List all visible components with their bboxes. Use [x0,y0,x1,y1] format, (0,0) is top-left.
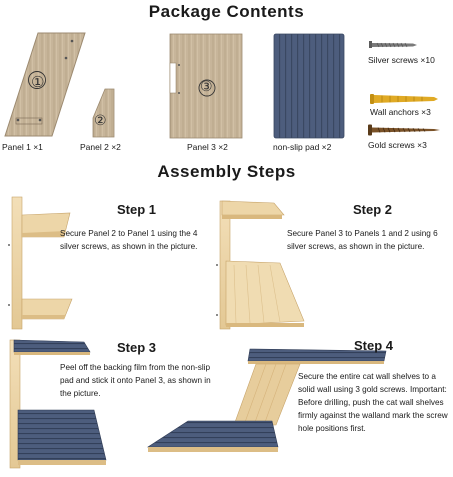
wall-anchors-label: Wall anchors ×3 [370,107,431,117]
step-3-title: Step 3 [117,340,157,355]
step-4-title: Step 4 [354,338,394,353]
silver-screws-label: Silver screws ×10 [368,55,435,65]
step-3-text: Peel off the backing film from the non-slip pad and stick it onto Panel 3, as shown in the picture. [60,363,211,398]
non-slip-pad-label: non-slip pad ×2 [273,142,332,152]
panel-2-label: Panel 2 ×2 [80,142,121,152]
panel-3-label: Panel 3 ×2 [187,142,228,152]
step-2-image [214,195,304,333]
step-3-image [6,338,110,470]
panel-1-image [4,32,86,138]
panel-2-number: ② [94,112,107,128]
panel-1-number: ① [31,74,45,91]
silver-screw-icon [369,40,417,50]
step-2-text: Secure Panel 3 to Panels 1 and 2 using 6 silver screws, as shown in the picture. [287,229,438,251]
step-2-title: Step 2 [353,202,393,217]
step-4-text: Secure the entire cat wall shelves to a solid wall using 3 gold screws. Important: Before drilling, push the cat wall shelves firmly against the walland mark the screw hole positions first. [298,372,448,433]
panel-1-label: Panel 1 ×1 [2,142,43,152]
step-1-text: Secure Panel 2 to Panel 1 using the 4 silver screws, as shown in the picture. [60,229,198,251]
package-contents-title: Package Contents [148,2,305,21]
panel-3-number: ③ [200,78,213,94]
non-slip-pad-image [273,33,345,139]
gold-screw-icon [368,124,440,136]
step-1-image [6,195,78,330]
assembly-steps-title: Assembly Steps [157,162,296,181]
step-1-title: Step 1 [117,202,157,217]
wall-anchor-icon [370,92,438,106]
gold-screws-label: Gold screws ×3 [368,140,427,150]
